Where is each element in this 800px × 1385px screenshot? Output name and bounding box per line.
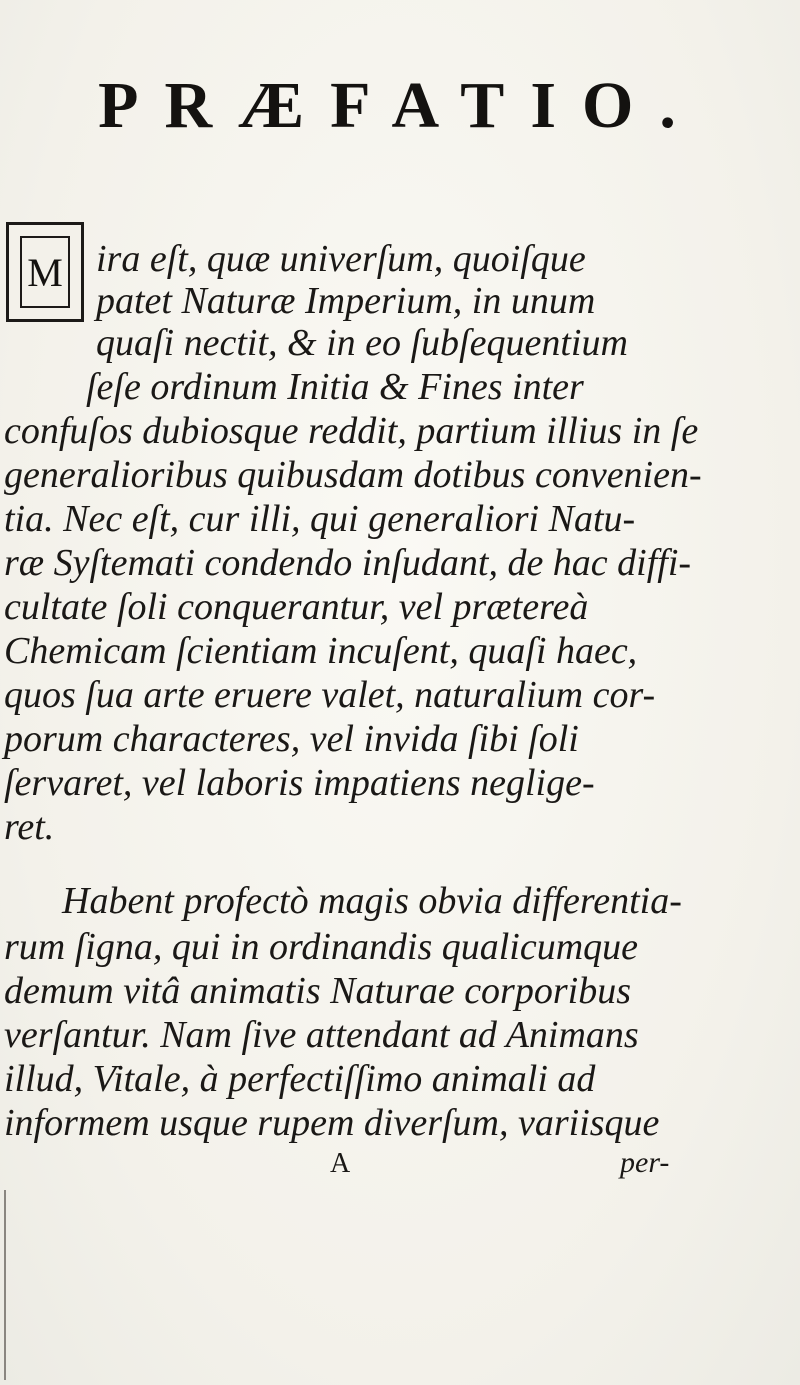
page-heading: PRÆFATIO. [98,69,702,142]
text-line: ret. [4,806,55,848]
text-line: ſervaret, vel laboris impatiens neglige- [4,762,595,804]
decorated-initial [6,222,84,322]
text-line: confuſos dubiosque reddit, partium illius in ſe [4,410,699,452]
text-line: ræ Syſtemati condendo inſudant, de hac diffi- [4,542,692,584]
text-line: demum vitâ animatis Naturae corporibus [4,970,631,1012]
text-line: cultate ſoli conquerantur, vel prætereà [4,586,589,628]
catchword: per- [620,1146,670,1179]
text-line: informem usque rupem diverſum, variisque [4,1102,660,1144]
initial-letter: M [27,249,63,295]
text-line: generalioribus quibusdam dotibus convenien- [4,454,702,496]
text-line: Chemicam ſcientiam incuſent, quaſi haec, [4,630,638,672]
text-line: patet Naturæ Imperium, in unum [96,280,596,322]
text-line: Habent profectò magis obvia differentia- [62,880,682,922]
text-line: tia. Nec eſt, cur illi, qui generaliori Natu- [4,498,636,540]
text-line: quos ſua arte eruere valet, naturalium cor- [4,674,656,716]
text-line: ſeſe ordinum Initia & Fines inter [86,366,584,408]
text-line: porum characteres, vel invida ſibi ſoli [4,718,579,760]
text-line: ira eſt, quæ univerſum, quoiſque [96,238,586,280]
text-line: illud, Vitale, à perfectiſſimo animali ad [4,1058,596,1100]
text-line: quaſi nectit, & in eo ſubſequentium [96,322,628,364]
binding-edge-line [4,1190,6,1380]
initial-frame [20,236,70,308]
text-line: verſantur. Nam ſive attendant ad Animans [4,1014,639,1056]
text-line: rum ſigna, qui in ordinandis qualicumque [4,926,639,968]
signature-mark: A [330,1148,351,1179]
